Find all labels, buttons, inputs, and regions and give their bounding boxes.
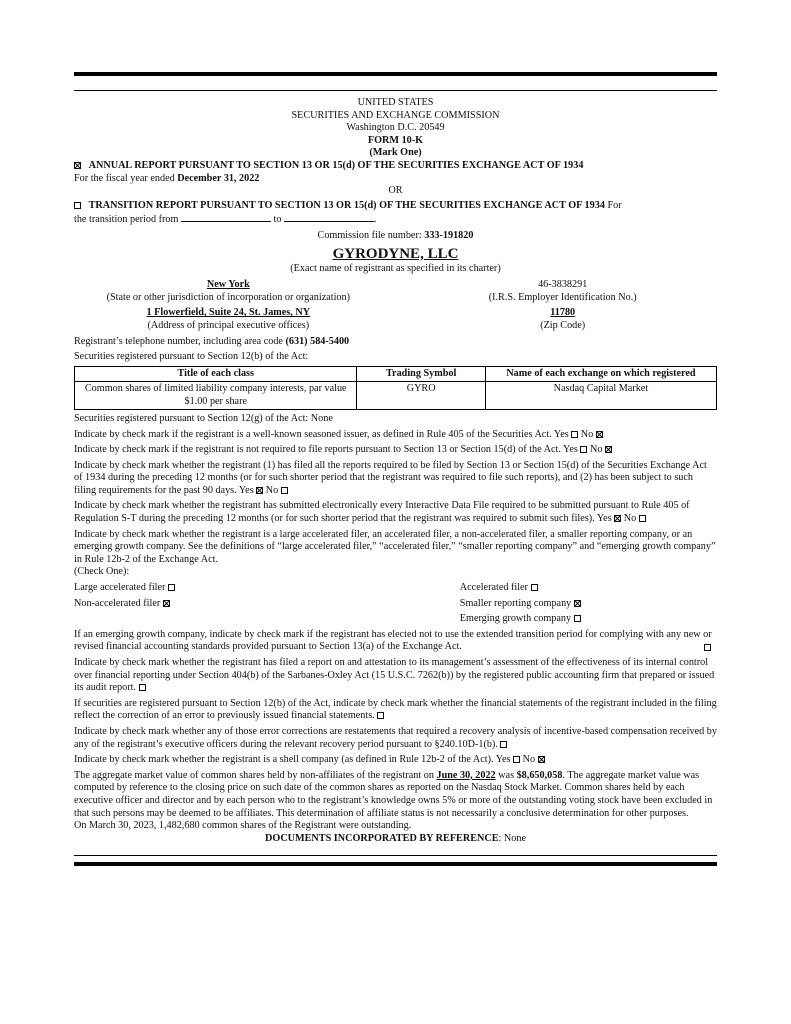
non-accelerated-checkbox[interactable] xyxy=(163,600,170,607)
state-value: New York xyxy=(206,279,250,291)
shell-no-label: No xyxy=(522,754,536,766)
documents-value: : None xyxy=(498,832,526,844)
aggregate-mid: was xyxy=(495,769,517,781)
restatement-paragraph xyxy=(74,726,717,751)
error-correction-checkbox[interactable] xyxy=(377,712,384,719)
emerging-election-paragraph xyxy=(74,629,717,654)
securities-table xyxy=(74,366,717,410)
restatement-checkbox[interactable] xyxy=(500,741,507,748)
documents-incorporated-line xyxy=(74,833,717,846)
state-caption: (State or other jurisdiction of incorporation or organization) xyxy=(106,291,351,303)
registrant-caption: (Exact name of registrant as specified in its charter) xyxy=(290,262,501,274)
outstanding-shares-line: On March 30, 2023, 1,482,680 common shares of the Registrant were outstanding. xyxy=(74,820,412,832)
irs-caption: (I.R.S. Employer Identification No.) xyxy=(488,291,637,303)
top-thin-rule xyxy=(74,90,717,91)
transition-report-checkbox[interactable] xyxy=(74,202,81,209)
annual-report-checkbox[interactable] xyxy=(74,162,81,169)
address-zip-row xyxy=(74,307,717,332)
error-correction-paragraph xyxy=(74,698,717,723)
form-title: FORM 10-K xyxy=(367,134,424,146)
filed-all-text: Indicate by check mark whether the registrant (1) has filed all the reports required to be filed by Section 13 or Section 15(d) of the Securities Exchange Act of 1934 during the preceding 12 months (or for such shorter period that the registrant was required to file such reports), and (2) has been subject to such filing requirements for the past 90 days. Yes xyxy=(74,459,707,496)
annual-report-line xyxy=(74,160,717,173)
transition-period-line: the transition period from to . xyxy=(74,214,377,226)
fiscal-year-label: For the fiscal year ended xyxy=(74,172,178,184)
interactive-yes-checkbox[interactable] xyxy=(614,515,621,522)
fiscal-year-date: December 31, 2022 xyxy=(177,172,260,184)
aggregate-value-paragraph xyxy=(74,770,717,820)
commission-file-number: 333-191820 xyxy=(424,229,474,241)
smaller-reporting-checkbox[interactable] xyxy=(574,600,581,607)
aggregate-pre: The aggregate market value of common shares held by non-affiliates of the registrant on xyxy=(74,769,437,781)
interactive-no-label: No xyxy=(623,513,637,525)
wksi-no-checkbox[interactable] xyxy=(596,431,603,438)
shell-no-checkbox[interactable] xyxy=(538,756,545,763)
address-value: 1 Flowerfield, Suite 24, St. James, NY xyxy=(146,307,311,319)
aggregate-post: . The aggregate market value was computed by reference to the closing price on such date of the common shares as reported on the Nasdaq Stock Market. Common shares held by each executive officer and director and by each person who to the registrant’s knowledge owns 5% or more of the outstanding voting stock have been excluded in that such persons may be deemed to be affiliates. This determination of affiliate status is not necessarily a conclusive determination for other purposes. xyxy=(74,769,713,819)
zip-block xyxy=(408,307,717,332)
form-page xyxy=(74,72,717,866)
non-accelerated-label: Non-accelerated filer xyxy=(74,597,161,609)
not-required-yes-checkbox[interactable] xyxy=(580,446,587,453)
zip-caption: (Zip Code) xyxy=(540,319,586,331)
emerging-election-checkbox[interactable] xyxy=(704,644,711,651)
filed-all-yes-checkbox[interactable] xyxy=(256,487,263,494)
irs-value: 46-3838291 xyxy=(538,279,588,291)
header-exchange-name: Name of each exchange on which registered xyxy=(485,366,716,381)
or-separator: OR xyxy=(388,185,403,197)
address-caption: (Address of principal executive offices) xyxy=(147,319,310,331)
internal-control-checkbox[interactable] xyxy=(139,684,146,691)
wksi-paragraph xyxy=(74,429,717,442)
filer-status-grid xyxy=(74,579,717,626)
emerging-growth-checkbox[interactable] xyxy=(574,615,581,622)
large-accelerated-label: Large accelerated filer xyxy=(74,582,166,594)
bottom-thin-rule xyxy=(74,855,717,856)
state-block xyxy=(74,279,383,304)
aggregate-date: June 30, 2022 xyxy=(436,769,496,781)
state-irs-row xyxy=(74,279,717,304)
commission-header xyxy=(74,97,717,160)
large-accelerated-checkbox[interactable] xyxy=(168,584,175,591)
registrant-name: GYRODYNE, LLC xyxy=(332,245,459,262)
fiscal-year-line xyxy=(74,173,717,186)
non-accelerated-filer xyxy=(74,598,460,611)
commission-file-label: Commission file number: xyxy=(317,229,425,241)
interactive-data-paragraph xyxy=(74,500,717,525)
transition-to-label: to xyxy=(273,214,282,226)
top-thick-rule xyxy=(74,72,717,76)
bottom-thick-rule xyxy=(74,862,717,866)
transition-to-field[interactable] xyxy=(284,212,374,222)
transition-report-title: TRANSITION REPORT PURSUANT TO SECTION 13 OR 15(d) OF THE SECURITIES EXCHANGE ACT OF 1934 xyxy=(88,199,605,211)
phone-value: (631) 584-5400 xyxy=(285,335,350,347)
accelerated-checkbox[interactable] xyxy=(531,584,538,591)
cell-title-class: Common shares of limited liability company interests, par value $1.00 per share xyxy=(75,382,357,410)
aggregate-value: $8,650,058 xyxy=(516,769,563,781)
not-required-no-label: No xyxy=(589,444,603,456)
section-12g-line: Securities registered pursuant to Section 12(g) of the Act: None xyxy=(74,412,333,424)
smaller-reporting-label: Smaller reporting company xyxy=(459,597,572,609)
large-accelerated-filer xyxy=(74,582,460,595)
cell-trading-symbol: GYRO xyxy=(357,382,485,410)
filed-all-paragraph xyxy=(74,460,717,498)
section-12b-label: Securities registered pursuant to Section 12(b) of the Act: xyxy=(74,351,309,363)
documents-label: DOCUMENTS INCORPORATED BY REFERENCE xyxy=(265,832,499,844)
transition-from-field[interactable] xyxy=(181,212,271,222)
securities-table-header xyxy=(75,366,717,381)
error-correction-text: If securities are registered pursuant to Section 12(b) of the Act, indicate by check mark whether the financial statements of the registrant included in the filing reflect the correction of an error to previously issued financial statements. xyxy=(74,697,717,722)
mark-one: (Mark One) xyxy=(369,147,422,159)
zip-value: 11780 xyxy=(550,307,576,319)
header-title-class: Title of each class xyxy=(75,366,357,381)
not-required-paragraph xyxy=(74,444,717,457)
wksi-yes-checkbox[interactable] xyxy=(571,431,578,438)
smaller-reporting xyxy=(460,598,717,611)
table-row xyxy=(75,382,717,410)
transition-period-label: the transition period from xyxy=(74,214,179,226)
filer-type-paragraph: Indicate by check mark whether the registrant is a large accelerated filer, an accelerated filer, a non-accelerated filer, a smaller reporting company, or an emerging growth company. See the definitions of “large accelerated filer,” “accelerated filer,” “smaller reporting company” and “emerging growth company” in Rule 12b-2 of the Exchange Act. xyxy=(74,528,716,565)
interactive-no-checkbox[interactable] xyxy=(639,515,646,522)
filer-left-column xyxy=(74,579,460,626)
shell-company-paragraph xyxy=(74,754,717,767)
wksi-no-label: No xyxy=(580,428,594,440)
irs-block xyxy=(408,279,717,304)
phone-line xyxy=(74,336,717,349)
transition-for: For xyxy=(604,199,622,211)
annual-report-title: ANNUAL REPORT PURSUANT TO SECTION 13 OR 15(d) OF THE SECURITIES EXCHANGE ACT OF 1934 xyxy=(88,159,584,171)
transition-report-line xyxy=(74,200,717,213)
header-line-1: UNITED STATES xyxy=(357,97,434,108)
emerging-growth xyxy=(460,613,717,626)
shell-company-text: Indicate by check mark whether the registrant is a shell company (as defined in Rule 12b-2 of the Act). Yes xyxy=(74,754,511,766)
wksi-text: Indicate by check mark if the registrant is a well-known seasoned issuer, as defined in Rule 405 of the Securities Act. Yes xyxy=(74,428,569,440)
filed-all-no-label: No xyxy=(265,484,279,496)
not-required-text: Indicate by check mark if the registrant is not required to file reports pursuant to Section 13 or Section 15(d) of the Act. Yes xyxy=(74,444,578,456)
shell-yes-checkbox[interactable] xyxy=(513,756,520,763)
phone-label: Registrant’s telephone number, including area code xyxy=(74,335,286,347)
internal-control-paragraph xyxy=(74,657,717,695)
header-line-2: SECURITIES AND EXCHANGE COMMISSION xyxy=(291,109,500,121)
address-block xyxy=(74,307,383,332)
cell-exchange-name: Nasdaq Capital Market xyxy=(485,382,716,410)
check-one-label: (Check One): xyxy=(74,566,130,578)
internal-control-text: Indicate by check mark whether the registrant has filed a report on and attestation to its management’s assessment of the effectiveness of its internal control over financial reporting under Section 404(b) of the Sarbanes-Oxley Act (15 U.S.C. 7262(b)) by the registered public accounting firm that prepared or issued its audit report. xyxy=(74,657,715,694)
accelerated-filer xyxy=(460,582,717,595)
accelerated-label: Accelerated filer xyxy=(459,582,528,594)
filer-right-column xyxy=(460,579,717,626)
commission-file-line xyxy=(74,230,717,243)
not-required-no-checkbox[interactable] xyxy=(605,446,612,453)
header-trading-symbol: Trading Symbol xyxy=(357,366,485,381)
filed-all-no-checkbox[interactable] xyxy=(281,487,288,494)
emerging-election-text: If an emerging growth company, indicate by check mark if the registrant has elected not to use the extended transition period for complying with any new or revised financial accounting standards provided pursuant to Section 13(a) of the Exchange Act. xyxy=(74,628,712,653)
emerging-growth-label: Emerging growth company xyxy=(459,613,572,625)
interactive-data-text: Indicate by check mark whether the registrant has submitted electronically every Interactive Data File required to be submitted pursuant to Rule 405 of Regulation S-T during the preceding 12 months (or for such shorter period that the registrant was required to submit such files). Yes xyxy=(74,500,690,525)
restatement-text: Indicate by check mark whether any of those error corrections are restatements that required a recovery analysis of incentive-based compensation received by any of the registrant’s executive officers during the relevant recovery period pursuant to §240.10D-1(b). xyxy=(74,725,717,750)
header-line-3: Washington D.C. 20549 xyxy=(346,122,445,134)
